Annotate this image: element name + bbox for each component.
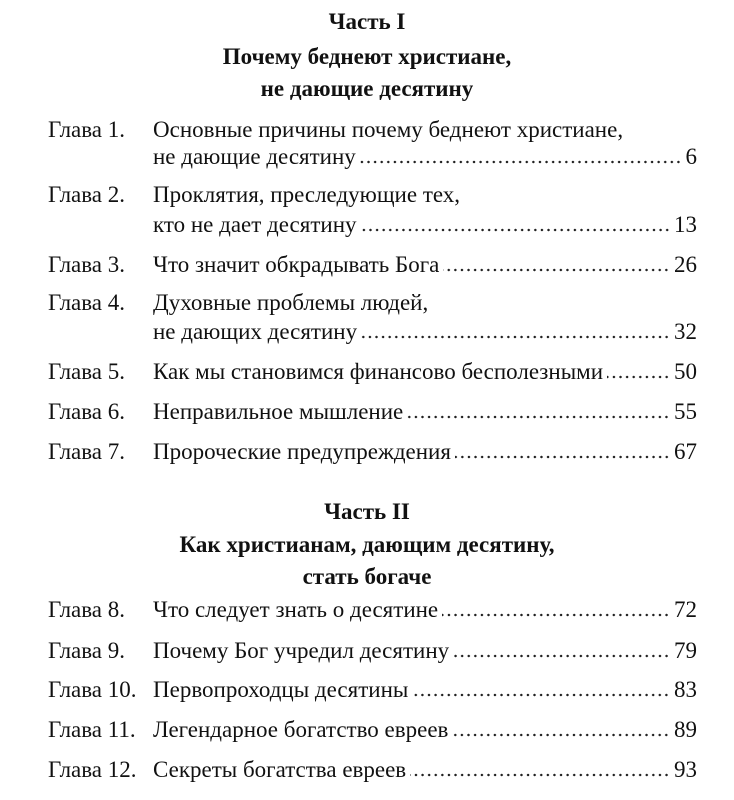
chapter-title-line	[153, 437, 697, 467]
dot-leader	[607, 375, 670, 379]
chapter-title-line	[153, 317, 697, 347]
chapter-title: Первопроходцы десятины	[153, 677, 409, 702]
page-number: 26	[674, 252, 697, 277]
page-number: 93	[674, 757, 697, 782]
page-number: 55	[674, 399, 697, 424]
chapter-title-line	[153, 675, 697, 705]
part-title: Часть II	[324, 499, 410, 524]
part-subtitle: Как христианам, дающим десятину,	[179, 532, 555, 557]
chapter-title-line	[153, 115, 697, 145]
chapter-title: Легендарное богатство евреев	[153, 717, 449, 742]
chapter-title: Неправильное мышление	[153, 399, 404, 424]
chapter-title-line	[153, 715, 697, 745]
chapter-title-line	[153, 250, 697, 280]
chapter-title: Как мы становимся финансово бесполезными	[153, 359, 604, 384]
chapter-label: Глава 5.	[48, 359, 126, 384]
page-number: 72	[674, 597, 697, 622]
dot-leader	[361, 335, 670, 339]
chapter-title-line	[153, 595, 697, 625]
chapter-title-line	[153, 180, 697, 210]
chapter-title-line	[153, 288, 697, 318]
chapter-title: Что значит обкрадывать Бога	[153, 252, 440, 277]
dot-leader	[360, 160, 682, 164]
dot-leader	[407, 415, 670, 419]
chapter-title: кто не дает десятину	[153, 212, 357, 237]
part-subtitle: стать богаче	[302, 564, 432, 589]
chapter-label: Глава 3.	[48, 252, 126, 277]
chapter-title-line	[153, 142, 697, 172]
chapter-title: Пророческие предупреждения	[153, 439, 451, 464]
page-number: 50	[674, 359, 697, 384]
chapter-label: Глава 10.	[48, 677, 137, 702]
page-number: 13	[674, 212, 697, 237]
chapter-title: Основные причины почему беднеют христиане,	[153, 117, 624, 142]
chapter-title-line	[153, 397, 697, 427]
chapter-label: Глава 4.	[48, 290, 126, 315]
dot-leader	[443, 268, 670, 272]
chapter-label: Глава 11.	[48, 717, 136, 742]
chapter-title: не дающие десятину	[153, 144, 356, 169]
page-number: 79	[674, 638, 697, 663]
part-subtitle: Почему беднеют христиане,	[222, 44, 512, 69]
part-subtitle: не дающие десятину	[260, 76, 474, 101]
chapter-title-line	[153, 755, 697, 785]
chapter-title-line	[153, 636, 697, 666]
chapter-title: Почему Бог учредил десятину	[153, 638, 450, 663]
dot-leader	[361, 228, 671, 232]
chapter-label: Глава 2.	[48, 182, 126, 207]
page-number: 6	[685, 144, 697, 169]
chapter-title-line	[153, 210, 697, 240]
chapter-label: Глава 8.	[48, 597, 126, 622]
chapter-title: Секреты богатства евреев	[153, 757, 407, 782]
chapter-label: Глава 12.	[48, 757, 137, 782]
page-number: 83	[674, 677, 697, 702]
dot-leader	[412, 693, 670, 697]
chapter-title-line	[153, 357, 697, 387]
chapter-label: Глава 9.	[48, 638, 126, 663]
dot-leader	[455, 455, 670, 459]
chapter-label: Глава 1.	[48, 117, 126, 142]
chapter-label: Глава 7.	[48, 439, 126, 464]
chapter-title: не дающих десятину	[153, 319, 358, 344]
part-title: Часть I	[328, 9, 406, 34]
dot-leader	[410, 773, 670, 777]
dot-leader	[452, 733, 670, 737]
chapter-title: Что следует знать о десятине	[153, 597, 439, 622]
page-number: 89	[674, 717, 697, 742]
page-number: 67	[674, 439, 697, 464]
chapter-title: Проклятия, преследующие тех,	[153, 182, 461, 207]
dot-leader	[442, 613, 670, 617]
page-number: 32	[674, 319, 697, 344]
dot-leader	[453, 654, 670, 658]
chapter-title: Духовные проблемы людей,	[153, 290, 429, 315]
chapter-label: Глава 6.	[48, 399, 126, 424]
